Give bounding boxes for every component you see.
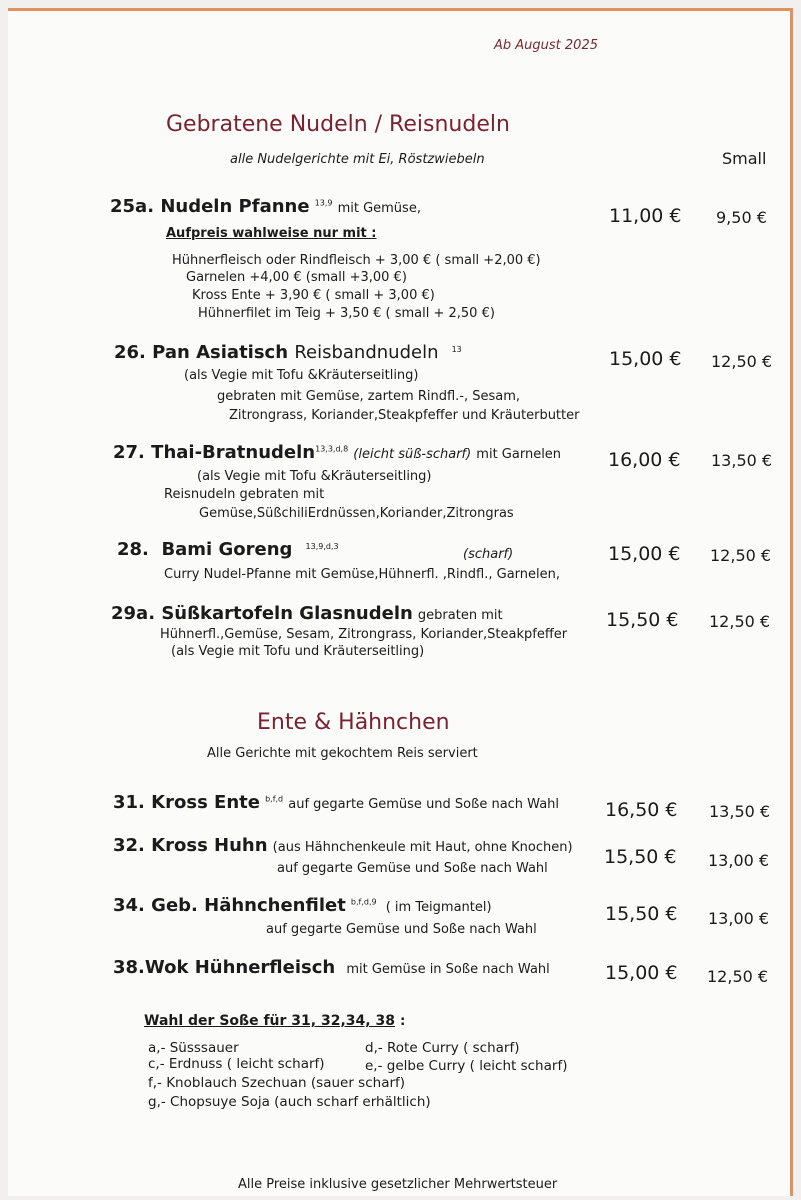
item-allergens: 13,9 <box>314 198 333 208</box>
upcharge-line: Hühnerfilet im Teig + 3,50 € ( small + 2,50 €) <box>198 306 495 321</box>
item-allergens: 13,9,d,3 <box>305 541 339 551</box>
item-price: 15,50 € <box>606 609 679 631</box>
item-name: Wok Hühnerfleisch <box>144 957 336 978</box>
sauce-option: e,- gelbe Curry ( leicht scharf) <box>365 1058 568 1074</box>
item-allergens: 13,3,d,8 <box>315 444 349 454</box>
item-allergens: b,f,d <box>265 794 284 804</box>
item-desc-line: Curry Nudel-Pfanne mit Gemüse,Hühnerfl. ,Rindfl., Garnelen, <box>164 567 561 582</box>
menu-item-25a <box>110 196 421 217</box>
sauce-choice-title <box>144 1010 405 1029</box>
item-allergens: b,f,d,9 <box>350 897 377 907</box>
sauce-choice-colon: : <box>400 1013 406 1029</box>
menu-item-28 <box>117 539 339 560</box>
item-number: 28. <box>117 539 149 560</box>
upcharge-line: Garnelen +4,00 € (small +3,00 €) <box>186 270 407 285</box>
sauce-option: d,- Rote Curry ( scharf) <box>365 1040 520 1056</box>
item-allergens: 13 <box>451 344 462 354</box>
menu-item-31 <box>113 792 559 813</box>
item-inline-desc: auf gegarte Gemüse und Soße nach Wahl <box>288 797 560 812</box>
item-price: 15,50 € <box>605 903 678 925</box>
item-inline-note: (leicht süß-scharf) <box>353 447 472 462</box>
item-price-small: 12,50 € <box>710 546 772 565</box>
small-portion-header: Small <box>722 149 767 168</box>
menu-item-26 <box>114 342 462 363</box>
upcharge-title: Aufpreis wahlweise nur mit : <box>166 226 377 241</box>
item-price-small: 13,50 € <box>711 451 773 470</box>
item-name: Bami Goreng <box>161 539 293 560</box>
sauce-option: f,- Knoblauch Szechuan (sauer scharf) <box>148 1075 406 1091</box>
item-name: Geb. Hähnchenfilet <box>151 895 346 916</box>
sauce-choice-title-text: Wahl der Soße für 31, 32,34, 38 <box>144 1013 395 1029</box>
item-name: Kross Huhn <box>151 835 268 856</box>
item-inline-desc: ( im Teigmantel) <box>385 900 492 915</box>
item-desc-line: gebraten mit Gemüse, zartem Rindfl.-, Sesam, <box>217 389 521 404</box>
item-price: 15,00 € <box>609 348 682 370</box>
item-price: 15,00 € <box>608 543 681 565</box>
item-desc-line: Reisnudeln gebraten mit <box>164 487 325 502</box>
item-desc-line: auf gegarte Gemüse und Soße nach Wahl <box>266 922 537 937</box>
item-price-small: 12,50 € <box>709 612 771 631</box>
section-subtitle-noodles: alle Nudelgerichte mit Ei, Röstzwiebeln <box>230 152 485 167</box>
menu-item-29a <box>111 603 503 624</box>
item-name-plain: Reisbandnudeln <box>294 342 439 363</box>
item-inline-desc: (aus Hähnchenkeule mit Haut, ohne Knochen) <box>272 840 573 855</box>
menu-item-32 <box>113 835 573 856</box>
item-name: Süßkartofeln Glasnudeln <box>161 603 413 624</box>
menu-item-34 <box>113 895 492 916</box>
item-name: Thai-Bratnudeln <box>151 442 316 463</box>
item-desc-line: (als Vegie mit Tofu &Kräuterseitling) <box>184 368 419 383</box>
item-price-small: 12,50 € <box>711 352 773 371</box>
item-inline-desc: mit Gemüse, <box>337 201 421 216</box>
item-desc-line: Hühnerfl.,Gemüse, Sesam, Zitrongrass, Koriander,Steakpfeffer <box>160 627 568 642</box>
item-inline-desc: mit Garnelen <box>476 447 562 462</box>
item-number: 26. <box>114 342 146 363</box>
item-name: Nudeln Pfanne <box>160 196 310 217</box>
item-number: 38. <box>113 957 145 978</box>
item-inline-desc: mit Gemüse in Soße nach Wahl <box>346 962 550 977</box>
item-price-small: 12,50 € <box>707 967 769 986</box>
item-number: 29a. <box>111 603 156 624</box>
item-name: Kross Ente <box>151 792 260 813</box>
menu-item-38 <box>113 957 550 978</box>
sauce-option: c,- Erdnuss ( leicht scharf) <box>148 1056 325 1072</box>
item-number: 31. <box>113 792 145 813</box>
item-inline-desc: gebraten mit <box>417 608 503 623</box>
menu-item-27 <box>113 442 561 463</box>
item-price: 15,00 € <box>605 962 678 984</box>
item-price: 15,50 € <box>604 846 677 868</box>
item-price: 11,00 € <box>609 205 682 227</box>
sauce-option: g,- Chopsuye Soja (auch scharf erhältlich) <box>148 1094 431 1110</box>
item-desc-line: auf gegarte Gemüse und Soße nach Wahl <box>277 861 548 876</box>
item-price-small: 13,00 € <box>708 851 770 870</box>
upcharge-line: Hühnerfleisch oder Rindfleisch + 3,00 € ( small +2,00 €) <box>172 253 541 268</box>
footer-vat-note: Alle Preise inklusive gesetzlicher Mehrwertsteuer <box>238 1177 558 1192</box>
item-price: 16,00 € <box>608 449 681 471</box>
sauce-option: a,- Süsssauer <box>148 1040 239 1056</box>
item-inline-note: (scharf) <box>463 547 514 562</box>
item-name: Pan Asiatisch <box>152 342 289 363</box>
date-note: Ab August 2025 <box>494 38 598 53</box>
upcharge-line: Kross Ente + 3,90 € ( small + 3,00 €) <box>192 288 435 303</box>
section-title-duck-chicken: Ente & Hähnchen <box>257 710 450 735</box>
item-number: 25a. <box>110 196 155 217</box>
item-price-small: 13,50 € <box>709 802 771 821</box>
item-desc-line: (als Vegie mit Tofu und Kräuterseitling) <box>171 644 425 659</box>
item-price-small: 9,50 € <box>716 208 767 227</box>
item-desc-line: (als Vegie mit Tofu &Kräuterseitling) <box>197 469 432 484</box>
item-price-small: 13,00 € <box>708 909 770 928</box>
section-title-noodles: Gebratene Nudeln / Reisnudeln <box>166 112 510 137</box>
item-price: 16,50 € <box>605 799 678 821</box>
item-number: 32. <box>113 835 145 856</box>
item-desc-line: Zitrongrass, Koriander,Steakpfeffer und Kräuterbutter <box>229 408 580 423</box>
item-desc-line: Gemüse,SüßchiliErdnüssen,Koriander,Zitrongras <box>199 506 514 521</box>
item-number: 27. <box>113 442 145 463</box>
item-number: 34. <box>113 895 145 916</box>
section-subtitle-duck-chicken: Alle Gerichte mit gekochtem Reis serviert <box>207 746 478 761</box>
